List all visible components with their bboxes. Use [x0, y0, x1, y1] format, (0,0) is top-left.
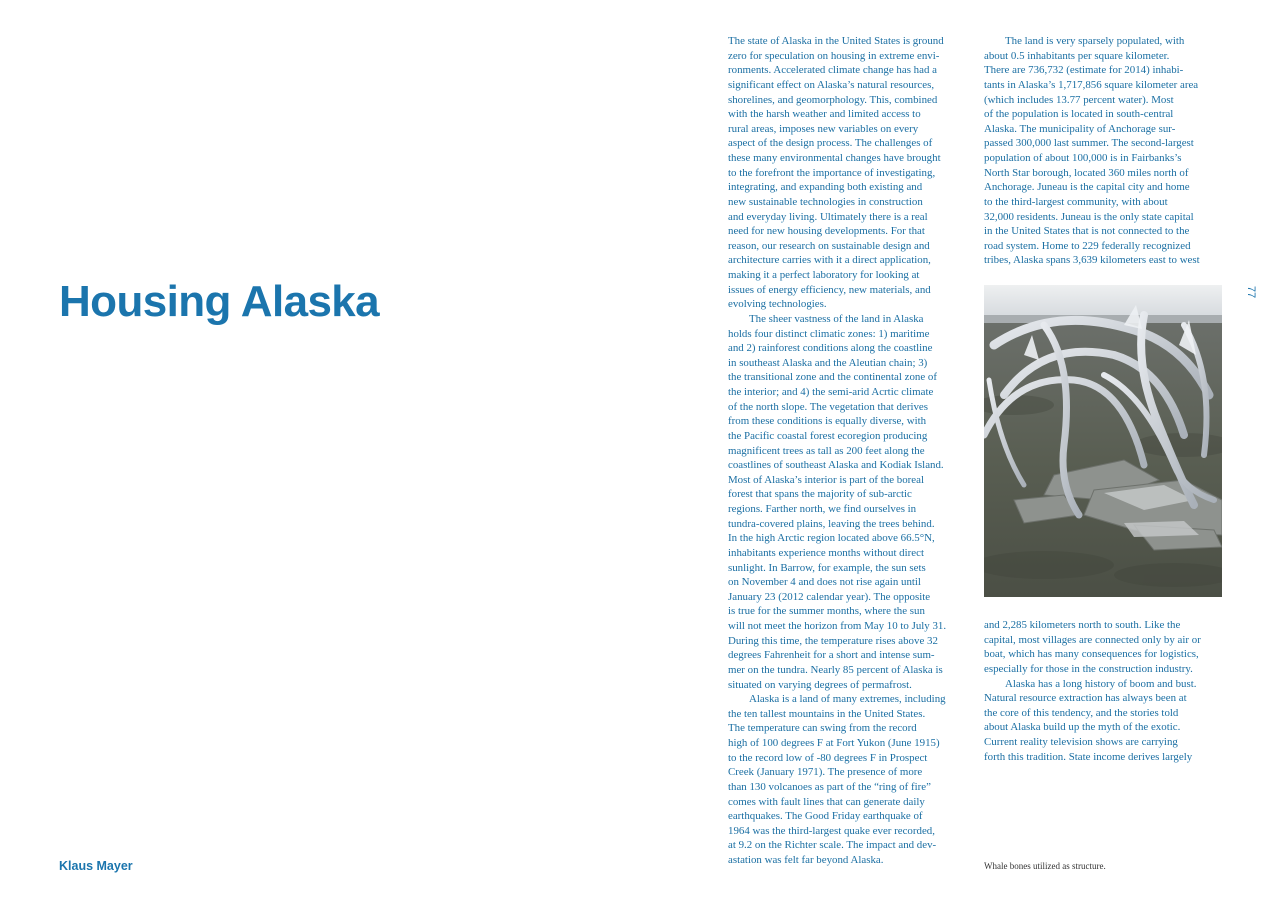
- body-column-2-bottom: [984, 618, 1201, 764]
- figure-caption: Whale bones utilized as structure.: [984, 861, 1106, 871]
- text-line: to the record low of -80 degrees F in Prospect: [728, 751, 928, 764]
- text-line: capital, most villages are connected only by air or: [984, 633, 1201, 646]
- text-line: Anchorage. Juneau is the capital city and home: [984, 181, 1190, 194]
- text-line: The land is very sparsely populated, with: [1005, 35, 1185, 47]
- text-line: Creek (January 1971). The presence of more: [728, 766, 923, 779]
- text-line: issues of energy efficiency, new materials, and: [728, 283, 931, 296]
- text-line: making it a perfect laboratory for looking at: [728, 269, 920, 281]
- text-line: reason, our research on sustainable design and: [728, 239, 930, 252]
- text-line: There are 736,732 (estimate for 2014) inhabi-: [984, 64, 1184, 77]
- text-line: to the forefront the importance of investigating,: [728, 166, 936, 179]
- text-line: degrees Fahrenheit for a short and intense sum-: [728, 649, 935, 662]
- text-line: tribes, Alaska spans 3,639 kilometers east to west: [984, 254, 1200, 267]
- text-line: sunlight. In Barrow, for example, the sun sets: [728, 561, 926, 574]
- text-line: magnificent trees as tall as 200 feet along the: [728, 444, 925, 457]
- text-line: forth this tradition. State income derives largely: [984, 750, 1193, 763]
- text-line: zero for speculation on housing in extreme envi-: [728, 49, 940, 62]
- text-line: tundra-covered plains, leaving the trees behind.: [728, 517, 935, 530]
- text-line: and 2) rainforest conditions along the coastline: [728, 342, 933, 355]
- text-line: ronments. Accelerated climate change has had a: [728, 64, 937, 77]
- text-line: the core of this tendency, and the stories told: [984, 706, 1179, 719]
- text-line: The state of Alaska in the United States is ground: [728, 35, 944, 47]
- text-line: especially for those in the construction industry.: [984, 662, 1193, 675]
- page-title: Housing Alaska: [59, 277, 380, 326]
- text-line: and everyday living. Ultimately there is a real: [728, 210, 928, 223]
- text-line: from these conditions is equally diverse, with: [728, 415, 927, 428]
- text-line: Alaska. The municipality of Anchorage sur-: [984, 122, 1176, 135]
- text-line: inhabitants experience months without direct: [728, 546, 924, 559]
- text-line: Current reality television shows are carrying: [984, 736, 1178, 748]
- text-line: in southeast Alaska and the Aleutian chain; 3): [728, 356, 928, 369]
- text-line: need for new housing developments. For that: [728, 225, 925, 238]
- text-line: earthquakes. The Good Friday earthquake of: [728, 810, 923, 823]
- text-line: The temperature can swing from the record: [728, 722, 917, 735]
- text-line: in the United States that is not connected to the: [984, 225, 1190, 238]
- text-line: situated on varying degrees of permafrost.: [728, 678, 912, 691]
- body-column-2-top: [984, 34, 1200, 268]
- text-line: of the north slope. The vegetation that derives: [728, 400, 929, 413]
- author-name: Klaus Mayer: [59, 859, 133, 873]
- text-line: these many environmental changes have brought: [728, 152, 941, 164]
- text-line: architecture carries with it a direct application,: [728, 254, 931, 267]
- text-line: is true for the summer months, where the sun: [728, 605, 925, 618]
- text-line: aspect of the design process. The challenges of: [728, 137, 933, 150]
- text-line: regions. Farther north, we find ourselves in: [728, 503, 917, 515]
- page-number: 77: [1245, 285, 1257, 299]
- text-line: rural areas, imposes new variables on every: [728, 122, 919, 135]
- text-line: North Star borough, located 360 miles north of: [984, 166, 1189, 179]
- text-line: The sheer vastness of the land in Alaska: [749, 312, 924, 325]
- text-line: Most of Alaska’s interior is part of the boreal: [728, 473, 924, 486]
- text-line: Alaska is a land of many extremes, including: [749, 693, 946, 706]
- text-line: about Alaska build up the myth of the exotic.: [984, 721, 1181, 734]
- text-line: on November 4 and does not rise again until: [728, 576, 921, 589]
- text-line: than 130 volcanoes as part of the “ring of fire”: [728, 780, 931, 793]
- text-line: the transitional zone and the continental zone of: [728, 371, 937, 384]
- text-line: the Pacific coastal forest ecoregion producing: [728, 429, 928, 442]
- text-line: (which includes 13.77 percent water). Most: [984, 93, 1174, 106]
- text-line: about 0.5 inhabitants per square kilometer.: [984, 49, 1170, 62]
- text-line: integrating, and expanding both existing and: [728, 181, 923, 194]
- text-line: and 2,285 kilometers north to south. Like the: [984, 619, 1181, 631]
- text-line: evolving technologies.: [728, 298, 827, 311]
- text-line: road system. Home to 229 federally recognized: [984, 239, 1191, 252]
- text-line: forest that spans the majority of sub-arctic: [728, 488, 912, 501]
- text-line: significant effect on Alaska’s natural resources,: [728, 78, 935, 91]
- text-line: the ten tallest mountains in the United States.: [728, 707, 926, 720]
- text-line: population of about 100,000 is in Fairbanks’s: [984, 152, 1182, 164]
- text-line: with the harsh weather and limited access to: [728, 108, 921, 121]
- text-line: 1964 was the third-largest quake ever recorded,: [728, 824, 935, 837]
- text-line: tants in Alaska’s 1,717,856 square kilometer area: [984, 78, 1199, 91]
- text-line: to the third-largest community, with about: [984, 195, 1168, 208]
- text-line: at 9.2 on the Richter scale. The impact and dev-: [728, 839, 937, 852]
- whale-bones-photo: [984, 285, 1222, 597]
- text-line: astation was felt far beyond Alaska.: [728, 854, 884, 866]
- text-line: During this time, the temperature rises above 32: [728, 634, 938, 647]
- text-line: mer on the tundra. Nearly 85 percent of Alaska is: [728, 663, 943, 676]
- body-column-1: [728, 34, 946, 868]
- text-line: Alaska has a long history of boom and bust.: [1005, 677, 1197, 690]
- text-line: Natural resource extraction has always been at: [984, 692, 1187, 705]
- text-line: new sustainable technologies in construction: [728, 195, 923, 208]
- text-line: high of 100 degrees F at Fort Yukon (June 1915): [728, 737, 940, 749]
- text-line: boat, which has many consequences for logistics,: [984, 648, 1199, 661]
- text-line: of the population is located in south-central: [984, 108, 1174, 121]
- text-line: 32,000 residents. Juneau is the only state capital: [984, 210, 1194, 223]
- text-line: coastlines of southeast Alaska and Kodiak Island.: [728, 459, 944, 472]
- text-line: comes with fault lines that can generate daily: [728, 795, 925, 808]
- text-line: passed 300,000 last summer. The second-largest: [984, 137, 1194, 150]
- text-line: shorelines, and geomorphology. This, combined: [728, 93, 938, 106]
- text-line: In the high Arctic region located above 66.5°N,: [728, 532, 935, 545]
- text-line: holds four distinct climatic zones: 1) maritime: [728, 327, 930, 340]
- text-line: January 23 (2012 calendar year). The opposite: [728, 590, 931, 603]
- text-line: will not meet the horizon from May 10 to July 31.: [728, 620, 947, 632]
- text-line: the interior; and 4) the semi-arid Acrtic climate: [728, 386, 934, 398]
